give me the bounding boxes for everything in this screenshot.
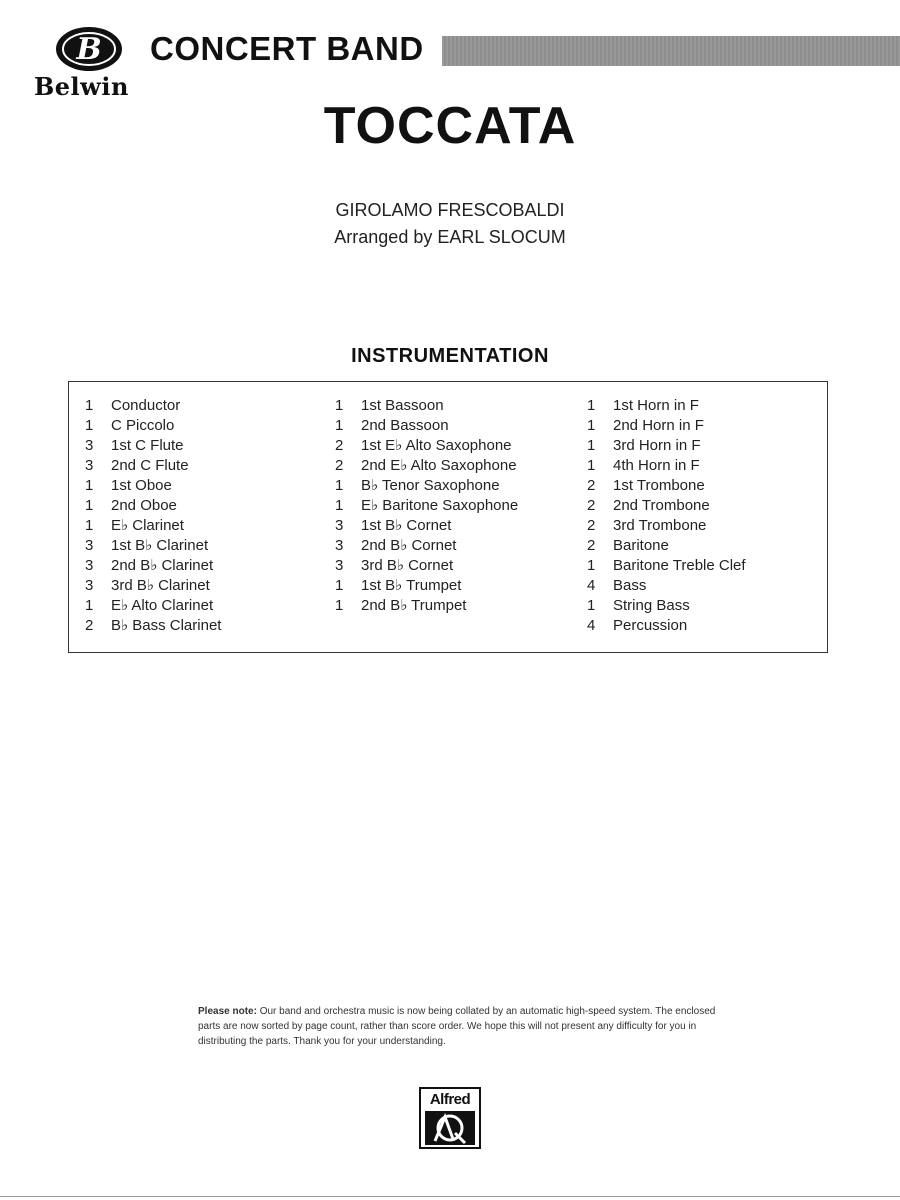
instrument-quantity: 1 — [335, 397, 344, 414]
instrument-row — [335, 576, 518, 596]
instrument-name: Conductor — [111, 397, 181, 414]
instrument-quantity: 4 — [587, 617, 596, 634]
instrument-quantity: 1 — [335, 597, 344, 614]
instrument-name: 1st B♭ Clarinet — [111, 537, 209, 554]
instrument-quantity: 4 — [587, 577, 596, 594]
instrument-quantity: 2 — [587, 517, 596, 534]
instrument-name: 1st Trombone — [613, 477, 705, 494]
instrument-row — [587, 456, 746, 476]
instrument-name: 2nd C Flute — [111, 457, 189, 474]
instrument-quantity: 1 — [335, 497, 344, 514]
instrument-quantity: 1 — [85, 417, 94, 434]
header-bar — [442, 36, 900, 66]
alfred-wordmark: Alfred — [429, 1091, 471, 1108]
instrument-name: 3rd B♭ Clarinet — [111, 577, 210, 594]
instrument-row — [335, 396, 518, 416]
instrument-quantity: 1 — [587, 397, 596, 414]
instrument-quantity: 2 — [335, 457, 344, 474]
instrument-quantity: 1 — [587, 557, 596, 574]
instrument-name: 1st B♭ Cornet — [361, 517, 452, 534]
instrument-name: 2nd Horn in F — [613, 417, 704, 434]
instrument-row — [587, 576, 746, 596]
instrument-row — [335, 416, 518, 436]
instrument-row — [85, 536, 221, 556]
instrument-row — [85, 556, 221, 576]
instrument-name: B♭ Tenor Saxophone — [361, 477, 500, 494]
instrument-row — [587, 416, 746, 436]
instrumentation-column-3 — [587, 396, 746, 636]
instrument-row — [85, 596, 221, 616]
instrument-name: 2nd Bassoon — [361, 417, 449, 434]
instrument-row — [335, 536, 518, 556]
series-label: CONCERT BAND — [150, 30, 424, 67]
instrument-name: 1st B♭ Trumpet — [361, 577, 462, 594]
instrument-name: 2nd B♭ Trumpet — [361, 597, 467, 614]
instrument-row — [587, 516, 746, 536]
instrument-name: 2nd E♭ Alto Saxophone — [361, 457, 517, 474]
instrument-row — [587, 496, 746, 516]
belwin-logo — [30, 24, 150, 104]
belwin-b-logo-icon — [54, 24, 124, 74]
instrument-quantity: 3 — [85, 577, 94, 594]
instrument-quantity: 3 — [335, 537, 344, 554]
instrument-row — [587, 596, 746, 616]
instrument-quantity: 2 — [587, 537, 596, 554]
instrument-row — [587, 396, 746, 416]
alfred-emblem-icon — [425, 1111, 475, 1145]
instrument-quantity: 3 — [85, 537, 94, 554]
instrument-quantity: 2 — [335, 437, 344, 454]
instrument-row — [85, 496, 221, 516]
instrument-row — [587, 536, 746, 556]
instrument-quantity: 3 — [85, 557, 94, 574]
instrument-quantity: 1 — [587, 597, 596, 614]
instrument-quantity: 2 — [587, 497, 596, 514]
instrument-quantity: 1 — [85, 477, 94, 494]
instrument-row — [335, 556, 518, 576]
instrument-name: 3rd Trombone — [613, 517, 707, 534]
instrument-quantity: 1 — [335, 577, 344, 594]
instrument-row — [587, 436, 746, 456]
instrument-row — [85, 476, 221, 496]
instrument-name: B♭ Bass Clarinet — [111, 617, 222, 634]
instrument-name: Percussion — [613, 617, 688, 634]
instrument-row — [85, 456, 221, 476]
instrument-quantity: 1 — [85, 497, 94, 514]
bottom-rule — [0, 1196, 900, 1197]
instrument-name: 1st Bassoon — [361, 397, 444, 414]
instrument-row — [335, 596, 518, 616]
arranger: Arranged by EARL SLOCUM — [334, 227, 566, 247]
instrument-quantity: 3 — [335, 557, 344, 574]
instrument-name: 1st C Flute — [111, 437, 184, 454]
instrument-name: 1st E♭ Alto Saxophone — [361, 437, 512, 454]
instrument-row — [85, 396, 221, 416]
instrument-name: Baritone — [613, 537, 669, 554]
instrumentation-column-2 — [335, 396, 518, 616]
instrument-quantity: 2 — [85, 617, 94, 634]
instrument-quantity: 3 — [335, 517, 344, 534]
collation-note — [198, 1004, 718, 1049]
instrument-quantity: 2 — [587, 477, 596, 494]
instrument-quantity: 1 — [85, 597, 94, 614]
instrument-quantity: 1 — [335, 417, 344, 434]
belwin-wordmark: Belwin — [34, 72, 129, 101]
instrument-name: 3rd Horn in F — [613, 437, 701, 454]
instrument-name: 2nd B♭ Cornet — [361, 537, 457, 554]
instrument-name: 3rd B♭ Cornet — [361, 557, 454, 574]
instrumentation-heading: INSTRUMENTATION — [351, 345, 549, 367]
instrument-quantity: 1 — [335, 477, 344, 494]
instrument-row — [587, 476, 746, 496]
instrument-row — [587, 556, 746, 576]
instrument-row — [335, 496, 518, 516]
instrument-name: 4th Horn in F — [613, 457, 700, 474]
instrument-row — [85, 516, 221, 536]
composer: GIROLAMO FRESCOBALDI — [335, 200, 565, 220]
note-text: Our band and orchestra music is now being collated by an automatic high-speed system. The enclosed parts are now sorted by page count, rather than score order. We hope this will not present any difficulty for you in distributing the parts. Thank you for your understanding. — [198, 1006, 716, 1047]
instrument-name: E♭ Alto Clarinet — [111, 597, 214, 614]
instrument-row — [85, 576, 221, 596]
instrument-row — [335, 456, 518, 476]
instrument-row — [85, 436, 221, 456]
instrumentation-column-1 — [85, 396, 221, 636]
instrument-quantity: 3 — [85, 457, 94, 474]
instrument-name: 2nd B♭ Clarinet — [111, 557, 214, 574]
svg-text:B: B — [76, 32, 102, 67]
instrument-row — [85, 616, 221, 636]
instrument-row — [587, 616, 746, 636]
instrument-quantity: 1 — [587, 437, 596, 454]
instrument-name: Baritone Treble Clef — [613, 557, 746, 574]
instrument-row — [335, 516, 518, 536]
note-label: Please note: — [198, 1006, 257, 1017]
instrument-row — [335, 436, 518, 456]
instrument-quantity: 1 — [587, 417, 596, 434]
instrument-quantity: 1 — [85, 517, 94, 534]
instrument-name: Bass — [613, 577, 647, 594]
instrument-row — [85, 416, 221, 436]
instrument-name: String Bass — [613, 597, 690, 614]
instrument-name: 2nd Oboe — [111, 497, 177, 514]
instrument-name: C Piccolo — [111, 417, 175, 434]
instrument-quantity: 1 — [85, 397, 94, 414]
instrument-name: 1st Oboe — [111, 477, 172, 494]
instrument-name: E♭ Clarinet — [111, 517, 184, 534]
instrument-quantity: 1 — [587, 457, 596, 474]
instrument-name: E♭ Baritone Saxophone — [361, 497, 519, 514]
instrument-quantity: 3 — [85, 437, 94, 454]
page-title: TOCCATA — [323, 97, 577, 155]
alfred-logo-icon — [419, 1087, 481, 1149]
instrumentation-list — [68, 381, 828, 653]
instrument-name: 2nd Trombone — [613, 497, 710, 514]
instrument-name: 1st Horn in F — [613, 397, 699, 414]
instrument-row — [335, 476, 518, 496]
